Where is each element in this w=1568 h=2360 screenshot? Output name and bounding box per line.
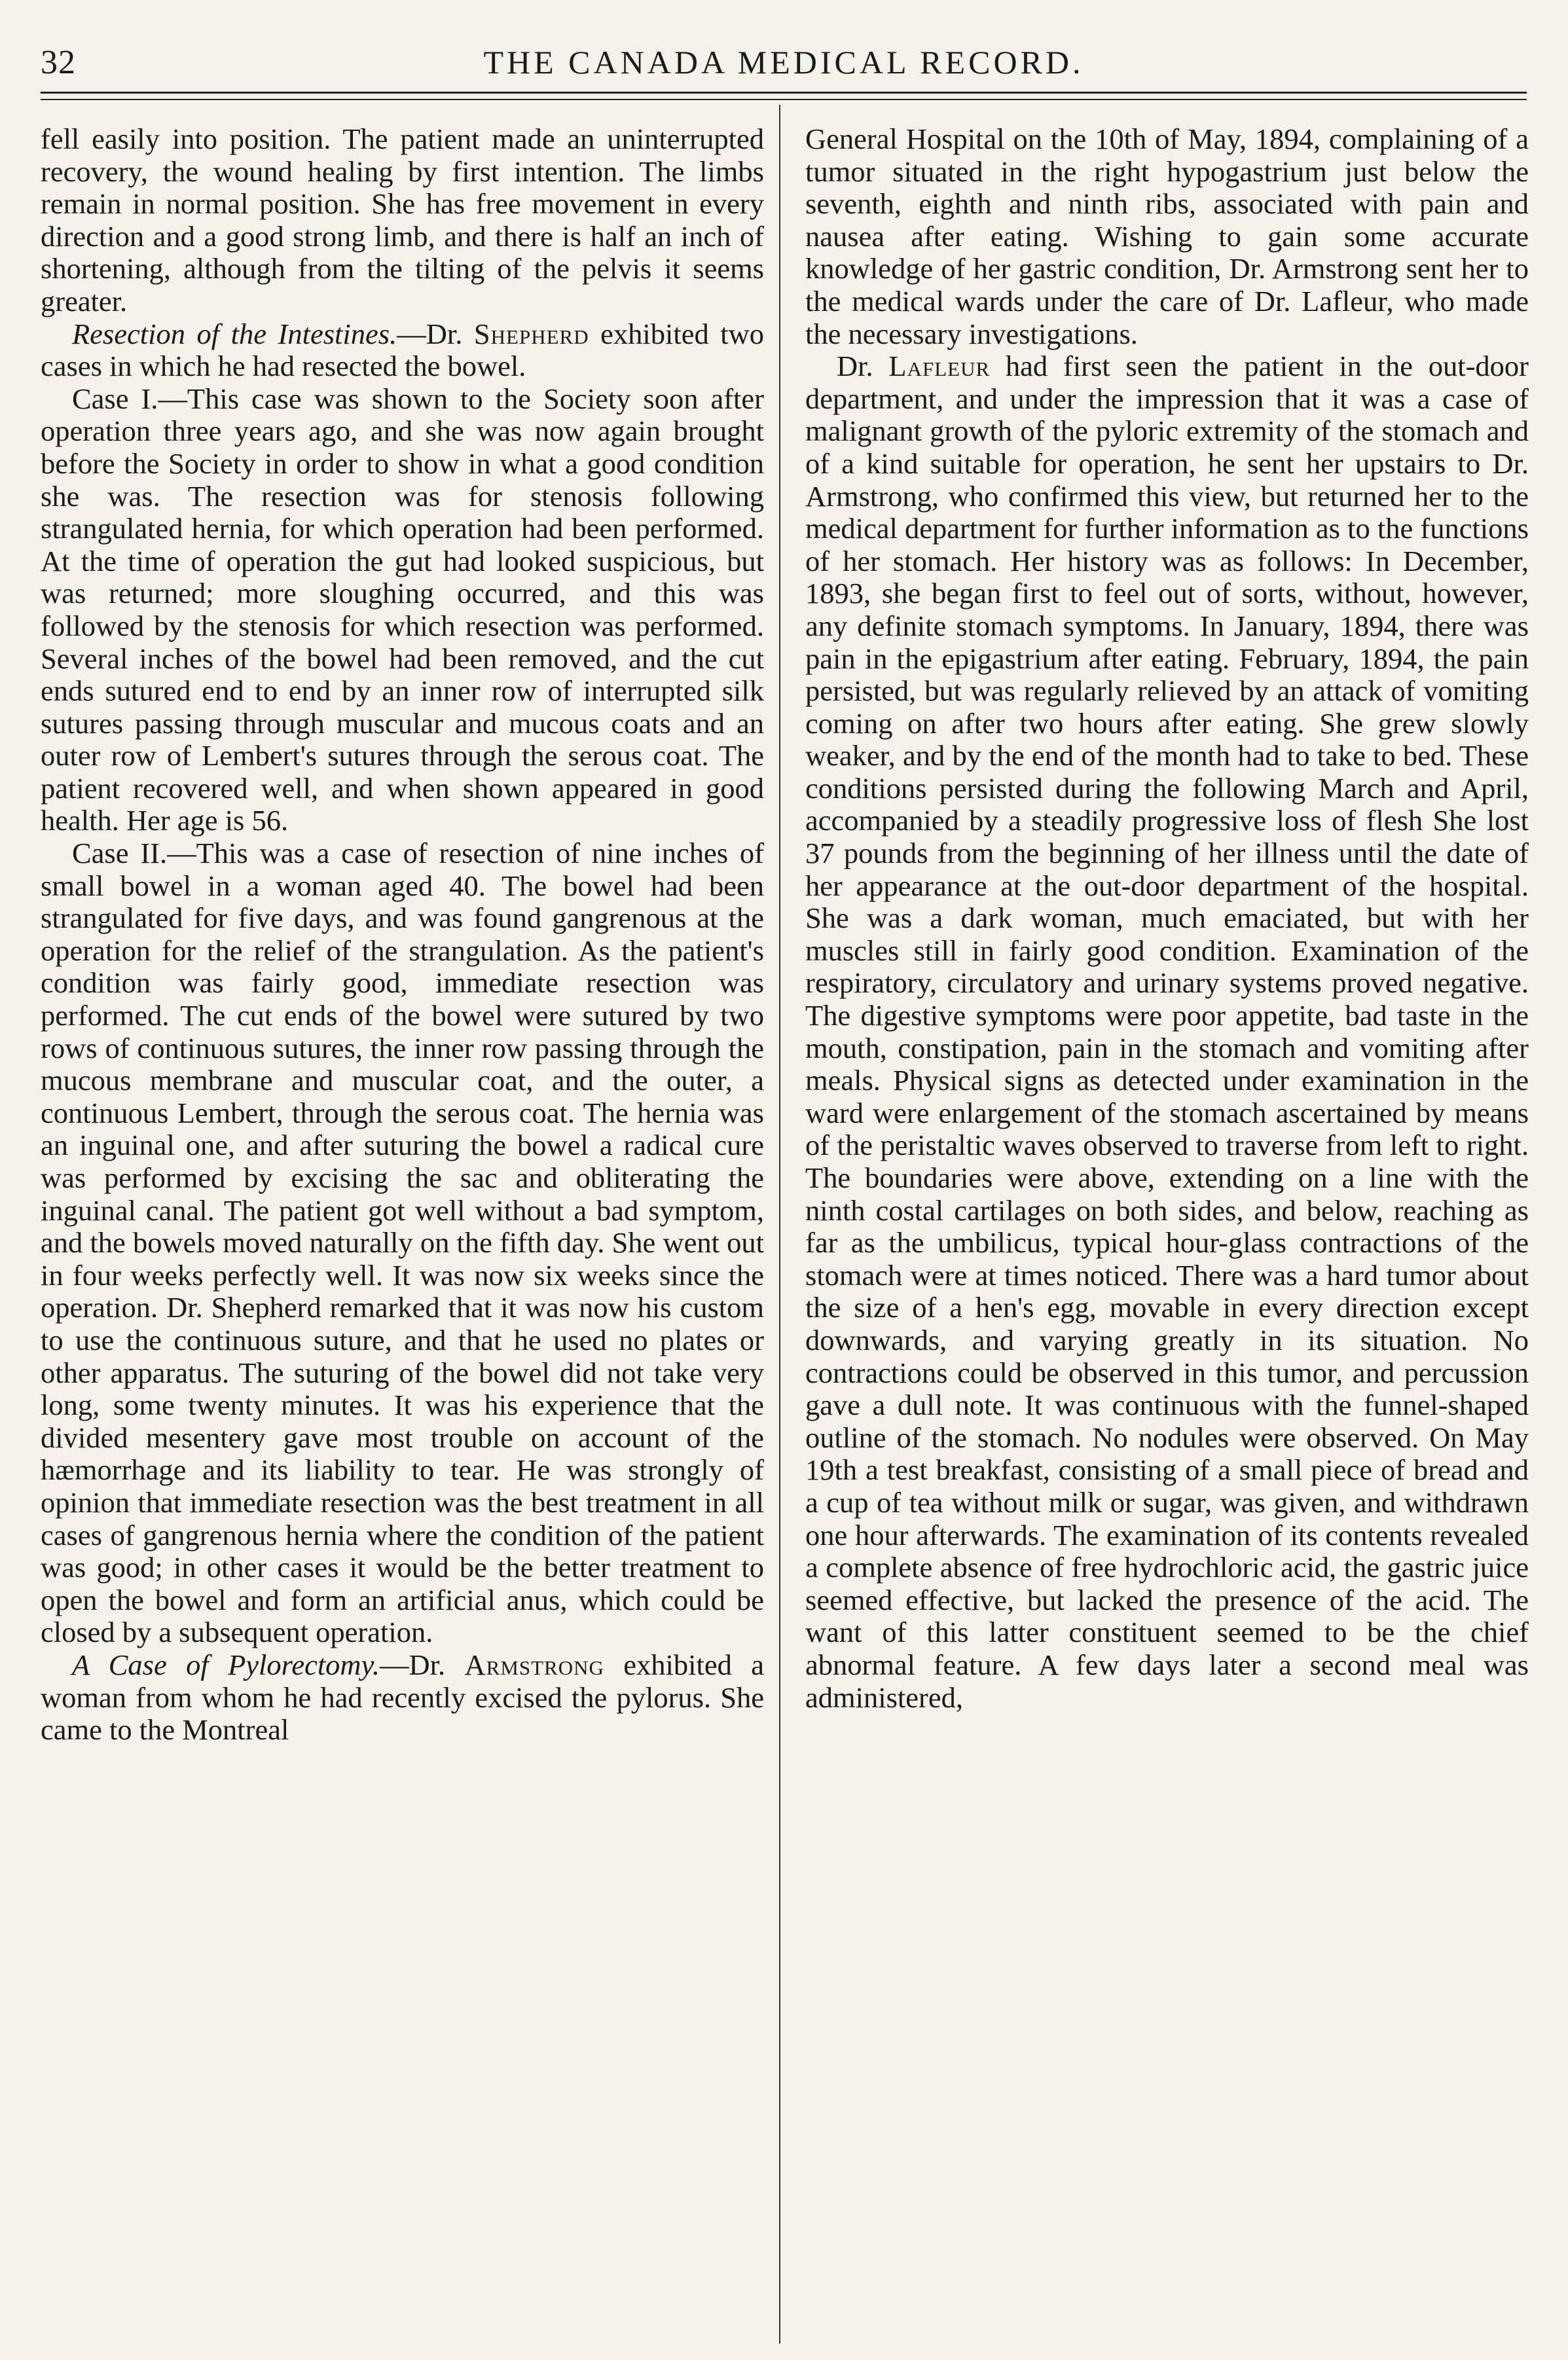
author-name: Armstrong <box>464 1648 604 1681</box>
paragraph: Case I.—This case was shown to the Society soon after operation three years ago, and she was now again brought before the Society in order to show in what a good condition she was. The resection was for stenosis following strangulated hernia, for which operation had been performed. At the time of operation the gut had looked suspicious, but was returned; more sloughing occurred, and this was followed by the stenosis for which resection was performed. Several inches of the bowel had been removed, and the cut ends sutured end to end by an inner row of interrupted silk sutures passing through muscular and mucous coats and an outer row of Lembert's sutures through the serous coat. The patient recovered well, and when shown appeared in good health. Her age is 56. <box>41 382 764 837</box>
paragraph: General Hospital on the 10th of May, 1894, complaining of a tumor situated in the right hypogastrium just below the seventh, eighth and ninth ribs, associated with pain and nausea after eating. Wishing to gain some accurate knowledge of her gastric condition, Dr. Armstrong sent her to the medical wards under the care of Dr. Lafleur, who made the necessary investigations. <box>805 123 1529 350</box>
paragraph: Case II.—This was a case of resection of nine inches of small bowel in a woman aged 40. The bowel had been strangulated for five days, and was found gangrenous at the operation for the relief of the strangulation. As the patient's condition was fairly good, immediate resection was performed. The cut ends of the bowel were sutured by two rows of continuous sutures, the inner row passing through the mucous membrane and muscular coat, and the outer, a continuous Lembert, through the serous coat. The hernia was an inguinal one, and after suturing the bowel a radical cure was performed by excising the sac and obliterating the inguinal canal. The patient got well without a bad symptom, and the bowels moved naturally on the fifth day. She went out in four weeks perfectly well. It was now six weeks since the operation. Dr. Shepherd remarked that it was now his custom to use the continuous suture, and that he used no plates or other apparatus. The suturing of the bowel did not take very long, some twenty minutes. It was his experience that the divided mesentery gave most trouble on account of the hæmorrhage and its liability to tear. He was strongly of opinion that immediate resection was the best treatment in all cases of gangrenous hernia where the condition of the patient was good; in other cases it would be the better treatment to open the bowel and form an artificial anus, which could be closed by a subsequent operation. <box>41 837 764 1649</box>
author-name: Lafleur <box>888 350 991 383</box>
paragraph-text: had first seen the patient in the out-door department, and under the impression that it was a case of malignant growth of the pyloric extremity of the stomach and of a kind suitable for operation, he sent her upstairs to Dr. Armstrong, who confirmed this view, but returned her to the medical department for further information as to the functions of her stomach. Her history was as follows: In December, 1893, she began first to feel out of sorts, without, however, any definite stomach symptoms. In January, 1894, there was pain in the epigastrium after eating. February, 1894, the pain persisted, but was regularly relieved by an attack of vomiting coming on after two hours after eating. She grew slowly weaker, and by the end of the month had to take to bed. These conditions persisted during the following March and April, accompanied by a steadily progressive loss of flesh She lost 37 pounds from the beginning of her illness until the date of her appearance at the out-door department of the hospital. She was a dark woman, much emaciated, but with her muscles still in fairly good condition. Examination of the respiratory, circulatory and urinary systems proved negative. The digestive symptoms were poor appetite, bad taste in the mouth, constipation, pain in the stomach and vomiting after meals. Physical signs as detected under examination in the ward were enlargement of the stomach ascertained by means of the peristaltic waves observed to traverse from left to right. The boundaries were above, extending on a line with the ninth costal cartilages on both sides, and below, reaching as far as the umbilicus, typical hour-glass contractions of the stomach were at times noticed. There was a hard tumor about the size of a hen's egg, movable in every direction except downwards, and varying greatly in its situation. No contractions could be observed in this tumor, and percussion gave a dull note. It was continuous with the funnel-shaped outline of the stomach. No nodules were observed. On May 19th a test breakfast, consisting of a small piece of bread and a cup of tea without milk or sugar, was given, and withdrawn one hour afterwards. The examination of its contents revealed a complete absence of free hydrochloric acid, the gastric juice seemed effective, but lacked the presence of the acid. The want of this latter constituent seemed to be the chief abnormal feature. A few days later a second meal was administered, <box>805 350 1529 1714</box>
paragraph <box>41 318 764 383</box>
header-rule-top <box>41 92 1527 94</box>
author-name: Shepherd <box>473 317 589 350</box>
paragraph-lead: Dr. <box>837 350 889 383</box>
paragraph-text: exhibited a woman from whom he had recently excised the pylorus. She came to the Montreal <box>41 1648 764 1747</box>
header-rule-bottom <box>41 99 1527 100</box>
running-head: THE CANADA MEDICAL RECORD. <box>483 44 1084 81</box>
section-title: Resection of the Intestines. <box>72 317 397 350</box>
right-column <box>805 123 1529 2336</box>
left-column <box>41 123 764 2336</box>
paragraph-text: exhibited two cases in which he had resected the bowel. <box>41 317 764 383</box>
page-number: 32 <box>41 44 76 81</box>
page-header <box>41 38 1527 84</box>
dash: —Dr. <box>380 1648 465 1681</box>
paragraph <box>41 1649 764 1747</box>
paragraph: fell easily into position. The patient made an uninterrupted recovery, the wound healing by first intention. The limbs remain in normal position. She has free movement in every direction and a good strong limb, and there is half an inch of shortening, although from the tilting of the pelvis it seems greater. <box>41 123 764 318</box>
section-title: A Case of Pylorectomy. <box>72 1648 380 1681</box>
column-divider <box>779 105 780 2344</box>
paragraph <box>805 350 1529 1714</box>
dash: —Dr. <box>397 317 474 350</box>
